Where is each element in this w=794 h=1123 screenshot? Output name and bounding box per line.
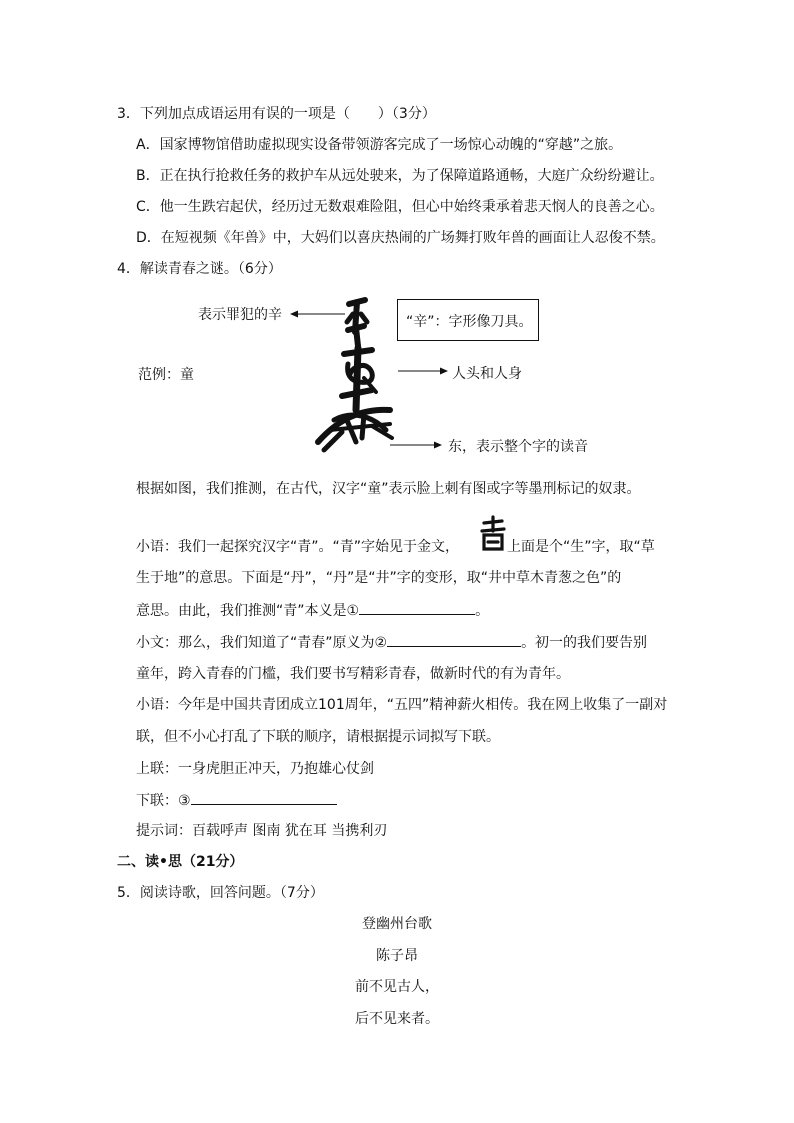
option-c: C．他一生跌宕起伏，经历过无数艰难险阻，但心中始终秉承着悲天悯人的良善之心。 [136, 199, 664, 215]
xiaoyu-1-end: 。 [475, 603, 490, 619]
poem-line-2: 后不见来者。 [355, 1011, 439, 1027]
xiaoyu-1-a [136, 537, 459, 557]
hint-words: 提示词：百载呼声 图南 犹在耳 当携利刃 [136, 823, 388, 839]
option-b: B．正在执行抢救任务的救护车从远处驶来，为了保障道路通畅，大庭广众纷纷避让。 [136, 168, 664, 184]
answer-blank-2[interactable] [387, 632, 521, 647]
answer-blank-1[interactable] [359, 600, 475, 615]
option-a: A．国家博物馆借助虚拟现实设备带领游客完成了一场惊心动魄的“穿越”之旅。 [136, 137, 623, 153]
label-xin: 表示罪犯的辛 [198, 307, 282, 323]
answer-blank-3[interactable] [191, 790, 337, 805]
couplet-lower [136, 790, 337, 811]
xiaoyu-2-b: 联，但不小心打乱了下联的顺序，请根据提示词拟写下联。 [136, 729, 500, 745]
xiaoyu-1-c: 生于地”的意思。下面是“丹”，“丹”是“井”字的变形，取“井中草木青葱之色”的 [136, 570, 622, 586]
xiaoyu-1-b: 上面是个“生”字，取“草 [507, 539, 655, 555]
option-d: D．在短视频《年兽》中，大妈们以喜庆热闹的广场舞打败年兽的画面让人忍俊不禁。 [136, 230, 665, 246]
xiaoyu-2-a: 小语：今年是中国共青团成立101周年，“五四”精神薪火相传。我在网上收集了一副对 [136, 697, 668, 713]
xiaowen-c: 童年，跨入青春的门槛，我们要书写精彩青春，做新时代的有为青年。 [136, 666, 570, 682]
question-3-stem: 3．下列加点成语运用有误的一项是（ ）（3分） [117, 106, 436, 122]
label-dong: 东，表示整个字的读音 [448, 439, 588, 455]
xiaowen-a [136, 632, 647, 653]
qing-bronze-glyph [478, 517, 508, 553]
poem-line-1: 前不见古人， [355, 979, 439, 995]
xiaoyu-1-d-text: 意思。由此，我们推测“青”本义是① [136, 603, 360, 619]
conclusion-text: 根据如图，我们推测，在古代，汉字“童”表示脸上刺有图或字等墨刑标记的奴隶。 [136, 481, 641, 497]
question-5-stem: 5．阅读诗歌，回答问题。（7分） [117, 885, 324, 901]
box-text: “辛”：字形像刀具。 [406, 314, 533, 330]
label-head-body: 人头和人身 [452, 366, 522, 382]
arrow-to-dong [390, 437, 444, 453]
poem-author: 陈子昂 [376, 948, 418, 964]
section-2-heading: 二、读•思（21分） [117, 854, 244, 870]
couplet-upper: 上联：一身虎胆正冲天，乃抱雄心仗剑 [136, 761, 374, 777]
xiaowen-b-text: 。初一的我们要告别 [521, 635, 648, 651]
xiaoyu-1-a-text: 小语：我们一起探究汉字“青”。“青”字始见于金文， [136, 539, 460, 555]
arrow-to-head [398, 363, 450, 379]
example-label: 范例：童 [138, 367, 194, 383]
tong-ancient-glyph [312, 292, 412, 460]
xiaowen-a-text: 小文：那么，我们知道了“青春”原义为② [136, 635, 388, 651]
couplet-lower-text: 下联：③ [136, 793, 191, 809]
xiaoyu-1-d [136, 600, 489, 621]
poem-title: 登幽州台歌 [362, 916, 432, 932]
question-4-stem: 4．解读青春之谜。（6分） [117, 261, 282, 277]
